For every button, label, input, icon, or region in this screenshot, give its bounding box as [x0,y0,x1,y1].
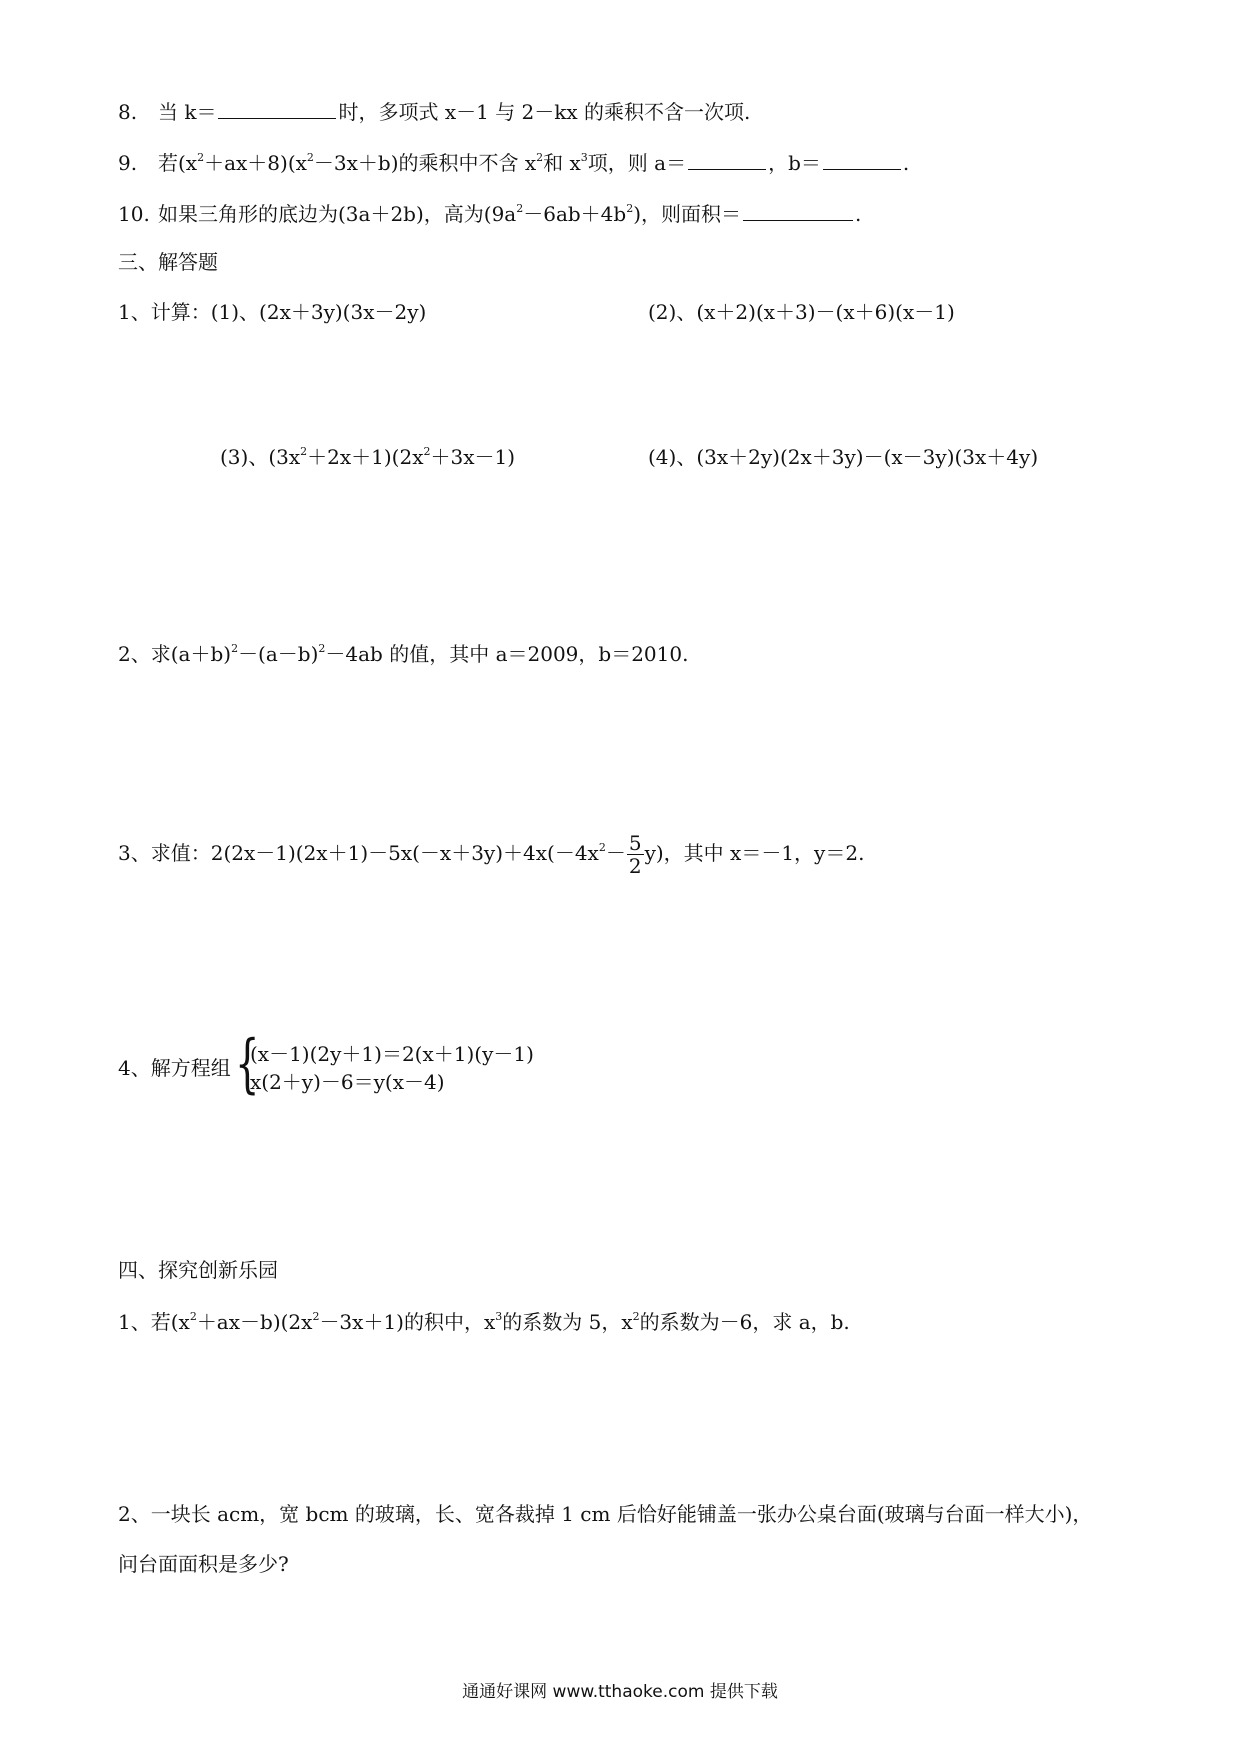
problem-1-part-1: 1、计算：(1)、(2x＋3y)(3x－2y) [118,300,427,324]
question-number: 10. [118,202,150,226]
question-number: 8. [118,100,138,124]
explore-problem-1: 1、若$(x^2+ax-b)(2x^2-3x+1)$的积中，$x^3$的系数为 5，$x^2$的系数为－6，求 a，b. [118,1310,850,1334]
question-10: 10. 如果三角形的底边为(3a＋2b)，高为$(9a^2-6ab+4b^2)$，则面积＝ . [118,202,862,226]
equation-2: x(2＋y)－6＝y(x－4) [250,1070,445,1094]
page-footer: 通通好课网 www.tthaoke.com 提供下载 [462,1682,778,1702]
section-title-explore: 四、探究创新乐园 [118,1258,278,1282]
explore-problem-2-line-2: 问台面面积是多少? [118,1552,289,1576]
question-9: 9. 若$(x^2+ax+8)(x^2-3x+b)$的乘积中不含 $x^2$和 $x^3$项，则 a＝ ，b＝ . [118,151,910,175]
section-title-solve: 三、解答题 [118,250,218,274]
answer-blank[interactable] [743,202,853,221]
answer-blank-b[interactable] [823,151,901,170]
problem-1-part-3: (3)、$(3x^2+2x+1)(2x^2+3x-1)$ [220,445,516,469]
problem-1-part-2: (2)、(x＋2)(x＋3)－(x＋6)(x－1) [648,300,955,324]
problem-2: 2、求$(a+b)^2-(a-b)^2-4ab$ 的值，其中 a＝2009，b＝2010. [118,642,689,666]
problem-1-part-4: (4)、(3x＋2y)(2x＋3y)－(x－3y)(3x＋4y) [648,445,1039,469]
question-number: 9. [118,151,138,175]
problem-3: 3、求值：$2(2x-1)(2x+1)-5x(-x+3y)+4x(-4x^2-$ $\frac{5}{2}$ y)，其中 x＝－1，y＝2. [118,831,865,878]
equation-1: (x－1)(2y＋1)＝2(x＋1)(y－1) [250,1042,534,1066]
answer-blank[interactable] [218,100,336,119]
answer-blank-a[interactable] [688,151,766,170]
question-8: 8. 当 k＝ 时，多项式 x－1 与 2－kx 的乘积不含一次项. [118,100,751,124]
fraction-five-halves: $\frac{5}{2}$ [628,831,642,878]
equation-system-brace: { [235,1027,260,1101]
problem-4-label: 4、解方程组 [118,1056,231,1080]
explore-problem-2-line-1: 2、一块长 acm，宽 bcm 的玻璃，长、宽各裁掉 1 cm 后恰好能铺盖一张办公桌台面(玻璃与台面一样大小)， [118,1502,1093,1526]
